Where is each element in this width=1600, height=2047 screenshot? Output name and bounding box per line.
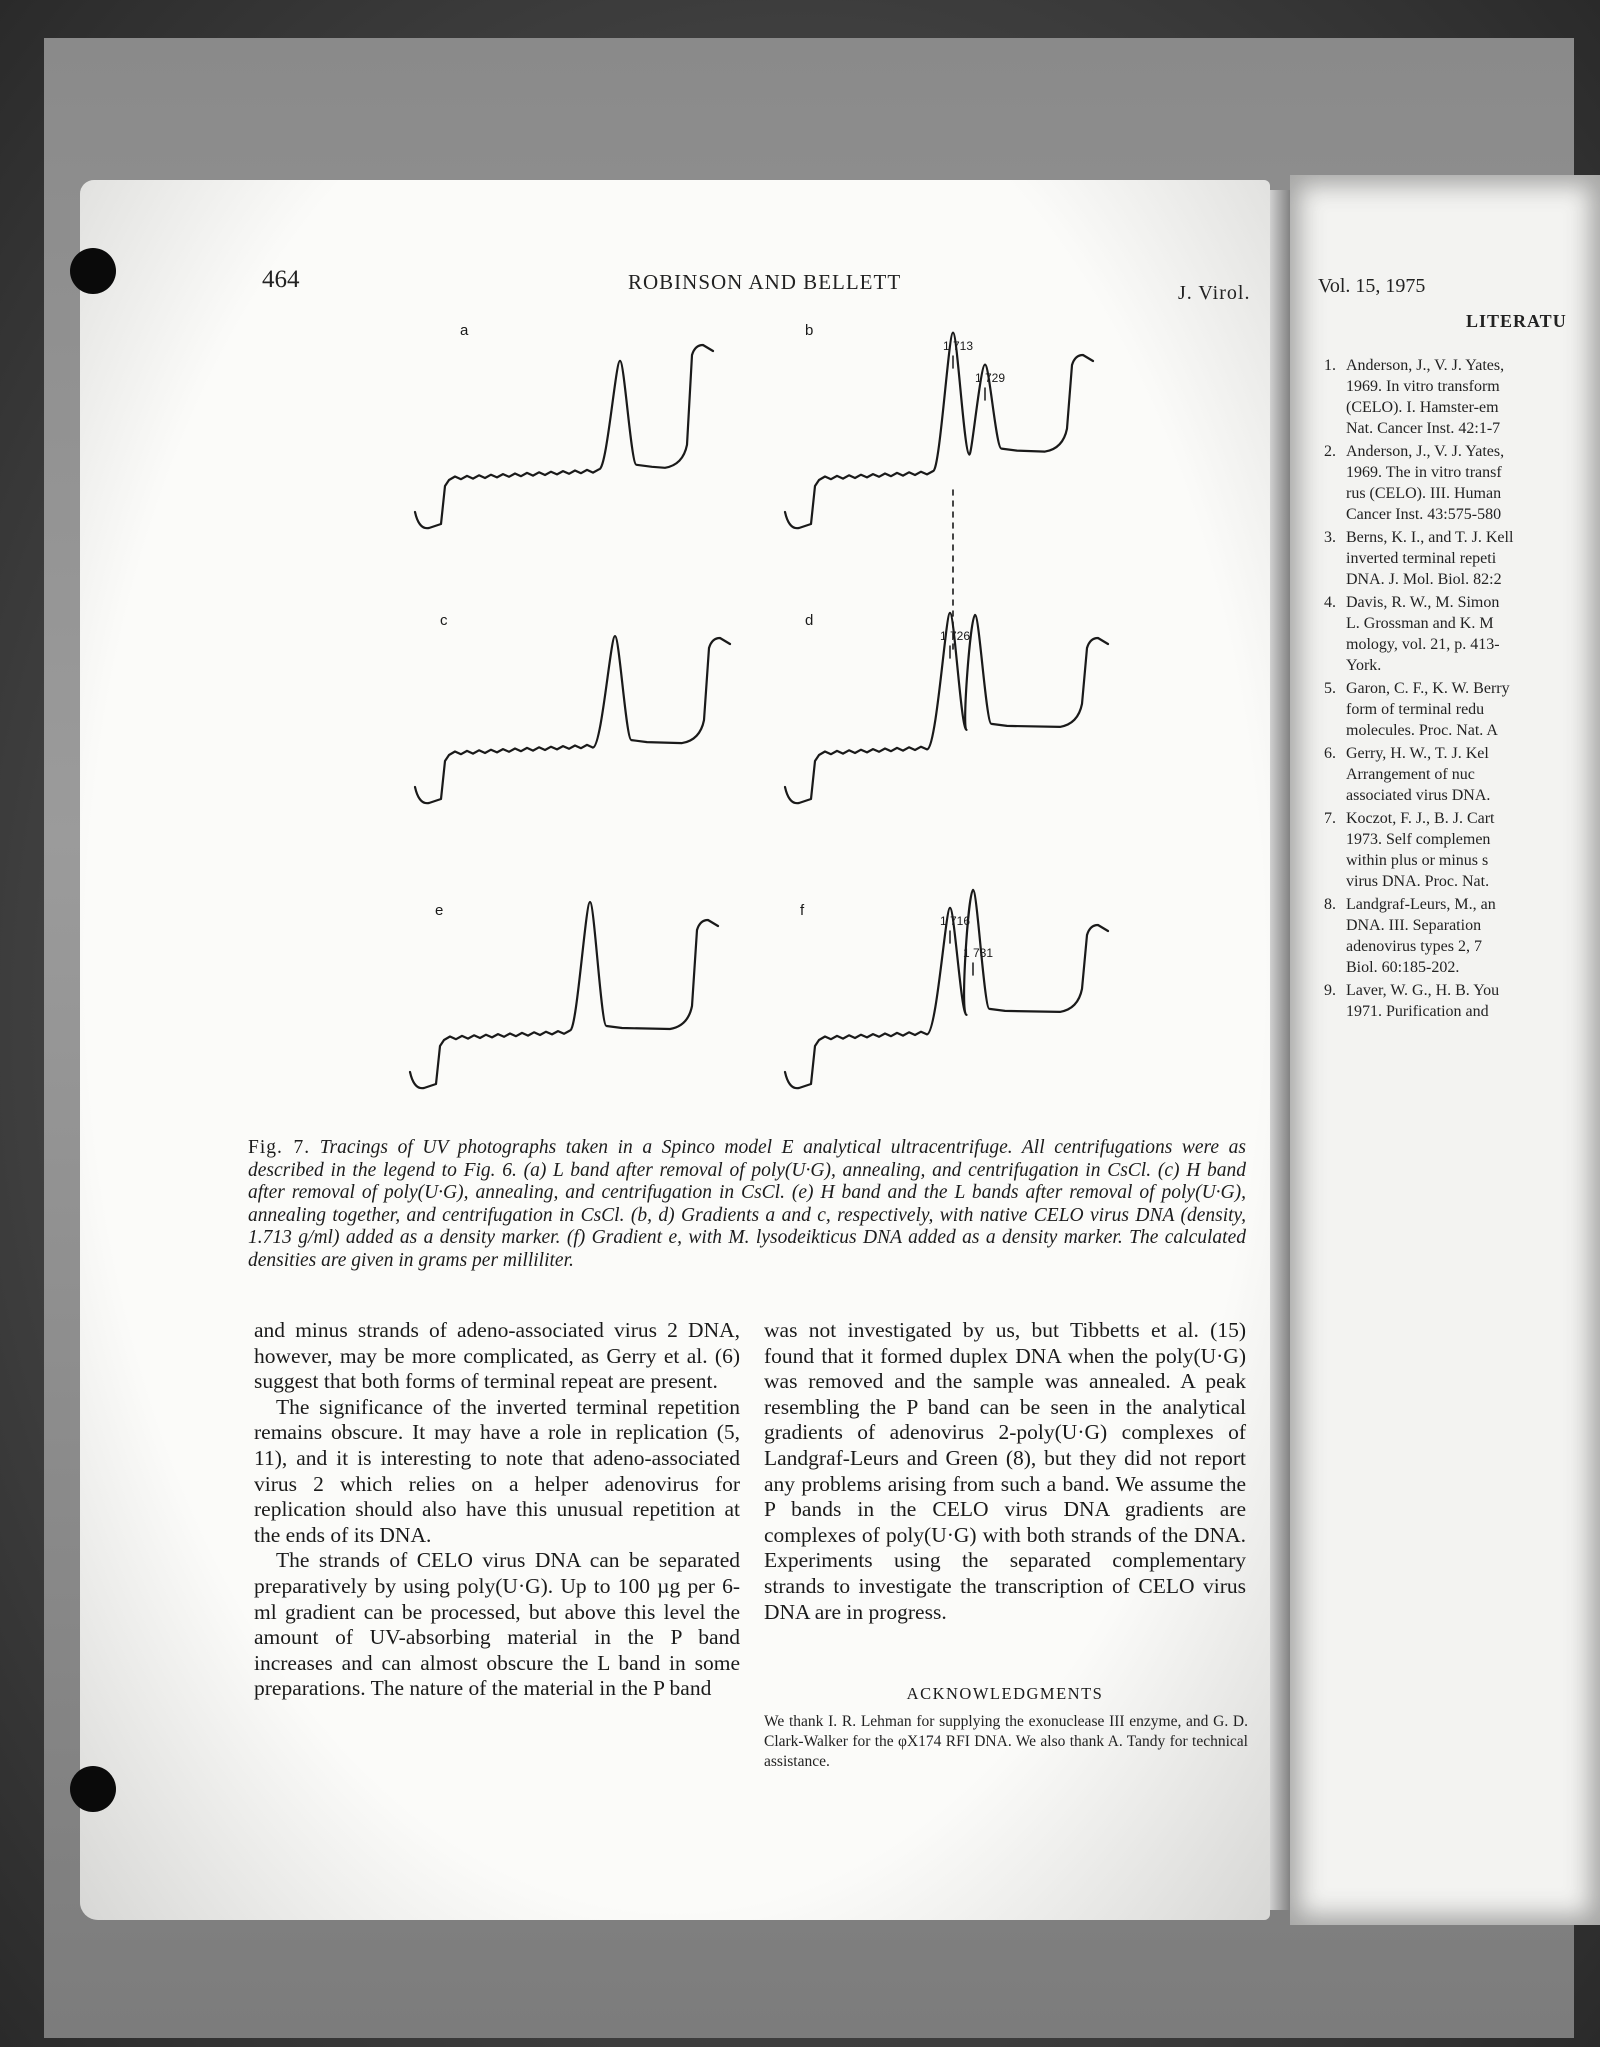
facing-page	[1290, 175, 1600, 1925]
body-right-column	[764, 1318, 1246, 1625]
reference-line: Anderson, J., V. J. Yates,	[1346, 443, 1505, 460]
panel-label-d: d	[805, 612, 814, 629]
reference-item	[1324, 808, 1600, 892]
reference-item	[1324, 980, 1600, 1022]
tracing-line-panel-e	[410, 902, 718, 1088]
peak-density-label: 1 716	[940, 914, 971, 928]
reference-line: Arrangement of nuc	[1346, 766, 1475, 783]
reference-item	[1324, 441, 1600, 525]
reference-line: L. Grossman and K. M	[1346, 615, 1494, 632]
panel-label-c: c	[440, 612, 448, 629]
reference-line: associated virus DNA.	[1346, 787, 1491, 804]
figure-caption	[248, 1137, 1246, 1272]
reference-item	[1324, 678, 1600, 741]
reference-line: DNA. J. Mol. Biol. 82:2	[1346, 571, 1502, 588]
punch-hole-icon	[70, 1766, 116, 1812]
reference-line: DNA. III. Separation	[1346, 917, 1482, 934]
reference-number: 1.	[1324, 357, 1336, 374]
reference-line: Gerry, H. W., T. J. Kel	[1346, 745, 1489, 762]
reference-item	[1324, 527, 1600, 590]
reference-line: Davis, R. W., M. Simon	[1346, 594, 1500, 611]
paragraph: The significance of the inverted terminal repetition remains obscure. It may have a role in replication (5, 11), and it is interesting to note that adeno-associated virus 2 which relies on a helper adenovirus for replication should also have this unusual repetition at the ends of its DNA.	[254, 1394, 740, 1547]
running-head-journal: J. Virol.	[1178, 282, 1251, 304]
reference-number: 2.	[1324, 443, 1336, 460]
reference-line: Berns, K. I., and T. J. Kell	[1346, 529, 1514, 546]
punch-hole-icon	[70, 248, 116, 294]
reference-line: mology, vol. 21, p. 413-	[1346, 636, 1500, 653]
reference-line: virus DNA. Proc. Nat.	[1346, 873, 1490, 890]
reference-line: rus (CELO). III. Human	[1346, 485, 1502, 502]
reference-line: Anderson, J., V. J. Yates,	[1346, 357, 1505, 374]
reference-line: 1969. The in vitro transf	[1346, 464, 1502, 481]
reference-item	[1324, 743, 1600, 806]
paragraph: The strands of CELO virus DNA can be separated preparatively by using poly(U·G). Up to 100 µg per 6-ml gradient can be processed, but above this level the amount of UV-absorbing material in the P band increases and can almost obscure the L band in some preparations. The nature of the material in the P band	[254, 1548, 740, 1701]
reference-line: York.	[1346, 657, 1382, 674]
facing-page-volume: Vol. 15, 1975	[1318, 275, 1426, 297]
reference-line: within plus or minus s	[1346, 852, 1489, 869]
panel-label-a: a	[460, 322, 469, 339]
reference-line: 1969. In vitro transform	[1346, 378, 1500, 395]
tracing-line-panel-b	[785, 333, 1093, 529]
tracing-line-panel-c	[415, 636, 730, 803]
reference-number: 5.	[1324, 680, 1336, 697]
panel-label-f: f	[800, 902, 805, 919]
panel-label-b: b	[805, 322, 814, 339]
reference-item	[1324, 355, 1600, 439]
reference-line: adenovirus types 2, 7	[1346, 938, 1482, 955]
paragraph: was not investigated by us, but Tibbetts et al. (15) found that it formed duplex DNA when the poly(U·G) was removed and the sample was annealed. A peak resembling the P band can be seen in the analytical gradients of adenovirus 2-poly(U·G) complexes of Landgraf-Leurs and Green (8), but they did not report any problems arising from such a band. We assume the P bands in the CELO virus DNA gradients are complexes of poly(U·G) with both strands of the DNA. Experiments using the separated complementary strands to investigate the transcription of CELO virus DNA are in progress.	[764, 1318, 1246, 1624]
reference-line: Landgraf-Leurs, M., an	[1346, 896, 1496, 913]
reference-number: 3.	[1324, 529, 1336, 546]
reference-line: form of terminal redu	[1346, 701, 1485, 718]
peak-density-label: 1 729	[975, 371, 1006, 385]
acknowledgments-heading: ACKNOWLEDGMENTS	[906, 1684, 1104, 1703]
reference-line: Garon, C. F., K. W. Berry	[1346, 680, 1510, 697]
reference-line: 1971. Purification and	[1346, 1003, 1489, 1020]
caption-text: Tracings of UV photographs taken in a Spinco model E analytical ultracentrifuge. All centrifugations were as described in the legend to Fig. 6. (a) L band after removal of poly(U·G), annealing, and centrifugation in CsCl. (c) H band after removal of poly(U·G), annealing, and centrifugation in CsCl. (e) H band and the L bands after removal of poly(U·G), annealing together, and centrifugation in CsCl. (b, d) Gradients a and c, respectively, with native CELO virus DNA (density, 1.713 g/ml) added as a density marker. (f) Gradient e, with M. lysodeikticus DNA added as a density marker. The calculated densities are given in grams per milliliter.	[248, 1137, 1247, 1271]
reference-number: 4.	[1324, 594, 1336, 611]
reference-line: molecules. Proc. Nat. A	[1346, 722, 1498, 739]
peak-density-label: 1 713	[943, 339, 974, 353]
facing-page-heading: LITERATU	[1466, 311, 1567, 331]
peak-density-label: 1 726	[940, 629, 971, 643]
panel-label-e: e	[435, 902, 444, 919]
running-head-authors: ROBINSON AND BELLETT	[628, 270, 902, 294]
acknowledgments-text: We thank I. R. Lehman for supplying the exonuclease III enzyme, and G. D. Clark-Walker for the φX174 RFI DNA. We also thank A. Tandy for technical assistance.	[764, 1713, 1248, 1770]
reference-line: (CELO). I. Hamster-em	[1346, 399, 1499, 416]
reference-item	[1324, 894, 1600, 978]
figure-7-tracings	[400, 315, 1120, 1135]
tracing-line-panel-a	[415, 345, 713, 528]
reference-item	[1324, 592, 1600, 676]
reference-number: 8.	[1324, 896, 1336, 913]
reference-line: Laver, W. G., H. B. You	[1346, 982, 1500, 999]
reference-list	[1324, 355, 1600, 1024]
paragraph: and minus strands of adeno-associated virus 2 DNA, however, may be more complicated, as Gerry et al. (6) suggest that both forms of terminal repeat are present.	[254, 1318, 740, 1394]
reference-line: Biol. 60:185-202.	[1346, 959, 1460, 976]
reference-number: 6.	[1324, 745, 1336, 762]
reference-line: Koczot, F. J., B. J. Cart	[1346, 810, 1495, 827]
body-left-column	[254, 1318, 740, 1702]
page-number: 464	[262, 266, 300, 293]
reference-line: inverted terminal repeti	[1346, 550, 1497, 567]
reference-number: 7.	[1324, 810, 1336, 827]
caption-figure-label: Fig. 7.	[248, 1137, 311, 1158]
reference-number: 9.	[1324, 982, 1336, 999]
reference-line: Nat. Cancer Inst. 42:1-7	[1346, 420, 1501, 437]
reference-line: 1973. Self complemen	[1346, 831, 1491, 848]
peak-density-label: 1 731	[963, 946, 994, 960]
reference-line: Cancer Inst. 43:575-580	[1346, 506, 1502, 523]
